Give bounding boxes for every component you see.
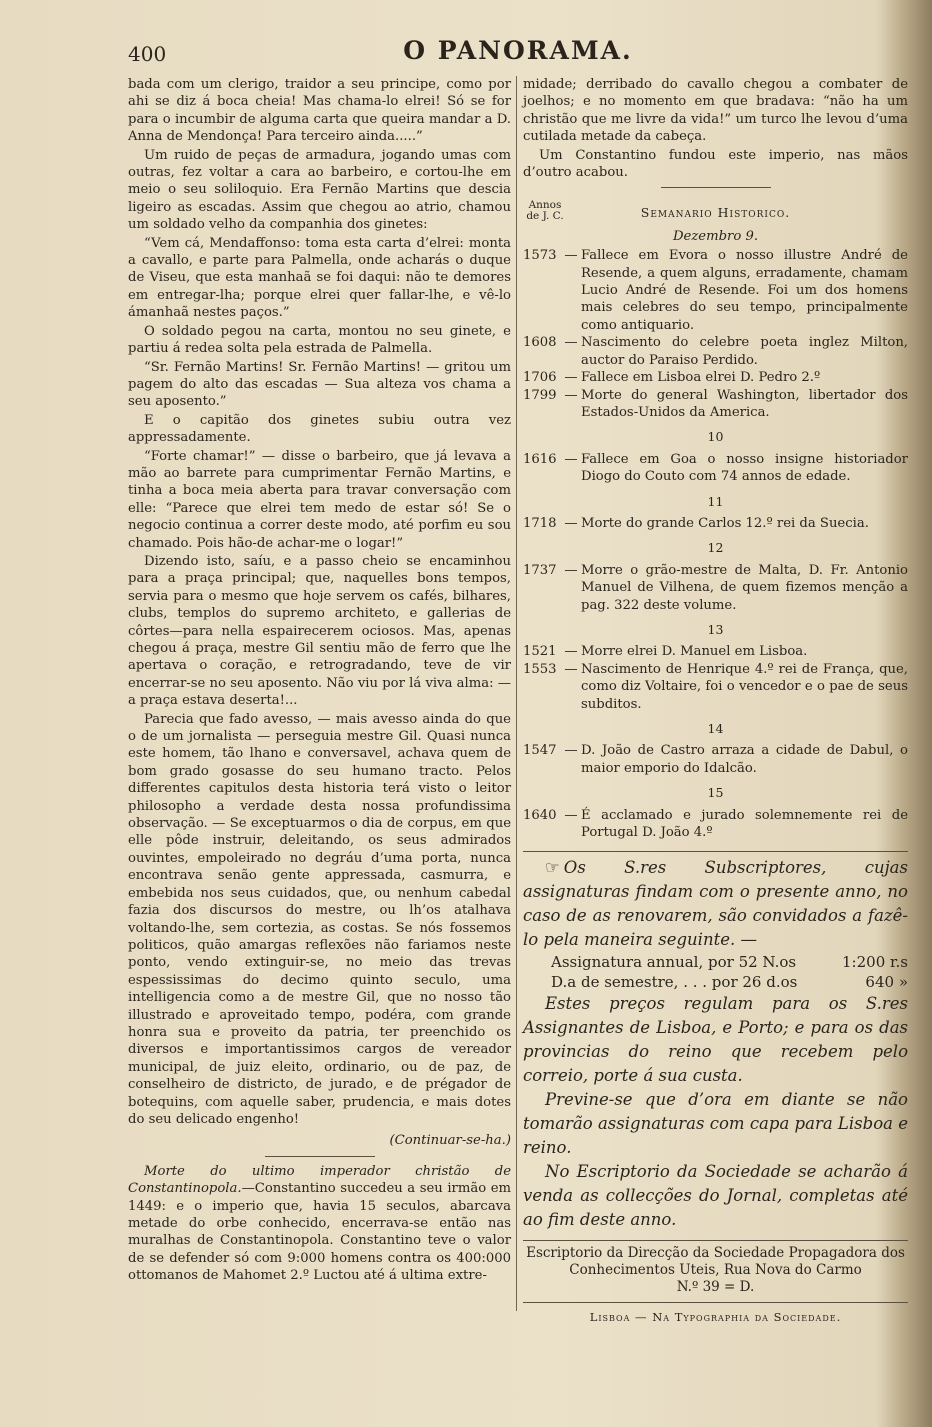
- article-text: —Constantino succedeu a seu irmão em 1449: e o imperio que, havia 15 seculos, abarcava metade do orbe conhecido, encerrava-se então nas muralhas de Constantinopola. Constantino teve o valor de se defender só com 9:000 homens contra os 400:000 ottomanos de Mahomet 2.º Luctou até á ultima extre-: [128, 1181, 511, 1284]
- semanario-section: [523, 199, 908, 841]
- page-header: [128, 36, 908, 72]
- events-list: [523, 247, 908, 841]
- event-year: 1706: [523, 370, 557, 386]
- separator: [265, 1156, 375, 1157]
- event-text: Morte do grande Carlos 12.º rei da Suecia.: [581, 515, 869, 531]
- event-dash: —: [564, 743, 578, 759]
- event-dash: —: [564, 644, 578, 660]
- event-text: Morre o grão-mestre de Malta, D. Fr. Antonio Manuel de Vilhena, de quem fizemos menção a pag. 322 deste volume.: [581, 562, 908, 613]
- event-entry: [523, 562, 908, 614]
- day-heading: 13: [707, 621, 724, 637]
- imprint: Lisboa — Na Typographia da Sociedade.: [589, 1310, 842, 1325]
- page-number: 400: [128, 42, 167, 66]
- pointing-hand-icon: ☞: [545, 858, 560, 878]
- event-year: 1547: [523, 743, 557, 759]
- event-dash: —: [564, 451, 578, 467]
- notice-paragraph: Previne-se que d’ora em diante se não tomarão assignaturas com capa para Lisboa e reino.: [523, 1090, 908, 1158]
- event-text: Nascimento do celebre poeta inglez Milton, auctor do Paraiso Perdido.: [581, 335, 908, 368]
- event-entry: [523, 807, 908, 842]
- event-entry: [523, 369, 908, 386]
- event-year: 1640: [523, 807, 557, 823]
- event-entry: [523, 515, 908, 532]
- paragraph: O soldado pegou na carta, montou no seu ginete, e partiu á redea solta pela estrada de Palmella.: [128, 323, 511, 357]
- paragraph: Parecia que fado avesso, — mais avesso ainda do que o de um jornalista — perseguia mestre Gil. Quasi nunca este homem, tão lhano e conversavel, achava quem de bom grado gosasse do seu humano tracto. Pelos differentes capitulos desta historia terá visto o leitor philosopho a verdade desta nossa profundissima observação. — Se exceptuarmos o dia de corpus, em que elle pôde instruir, deleitando, os seus admirados ouvintes, empoleirado no degráu d’uma porta, nunca encontrava senão gente appressada, casmurra, e embebida nos seus cuidados, que, ou nenhum cabedal fazia dos discursos do mestre, ou lh’os atalhava voltando-lhe, sem cortezia, as costas. Se nós fossemos politicos, quão amargas reflexões não fariamos neste ponto, vendo extinguir-se, no meio das trevas espessissimas do decimo quinto seculo, uma intelligencia como a de mestre Gil, que no nosso tão illustrado e aproveitado tempo, podéra, com grande honra sua e proveito da patria, ter preenchido os diversos e importantissimos cargos de vereador municipal, de juiz eleito, ordinario, ou de paz, de conselheiro de districto, de jurado, e de prégador de botequins, com aquelle saber, prudencia, e mais dotes do seu delicado engenho!: [128, 711, 511, 1127]
- event-entry: [523, 661, 908, 713]
- paragraph: Dizendo isto, saíu, e a passo cheio se encaminhou para a praça principal; que, naquelles bons tempos, servia para o mesmo que hoje servem os cafés, bilhares, clubs, templos do supremo architeto, e gallerias de côrtes—para nella espairecerem ociosos. Mas, apenas chegou á praça, mestre Gil sentiu mão de ferro que lhe apertava o coração, e retrogradando, teve de vir encerrar-se no seu aposento. Não viu por lá viva alma: — a praça estava deserta!...: [128, 553, 511, 709]
- semanario-title: Semanario Historico.: [640, 205, 791, 221]
- month-heading: Dezembro 9.: [672, 228, 759, 244]
- event-dash: —: [564, 807, 578, 823]
- event-year: 1573: [523, 248, 557, 264]
- event-entry: [523, 387, 908, 422]
- event-dash: —: [564, 370, 578, 386]
- event-dash: —: [564, 335, 578, 351]
- annos-label: Annos de J. C.: [526, 199, 564, 223]
- event-dash: —: [564, 562, 578, 578]
- event-text: D. João de Castro arraza a cidade de Dabul, o maior emporio do Idalcão.: [581, 743, 908, 776]
- subscription-notice: [523, 851, 908, 1232]
- price-label: D.a de semestre, . . . por 26 d.os: [551, 973, 798, 992]
- event-year: 1553: [523, 661, 557, 677]
- continued-note: (Continuar-se-ha.): [389, 1133, 511, 1149]
- article-ending: Um Constantino fundou este imperio, nas mãos d’outro acabou.: [523, 147, 908, 181]
- article-paragraph: [128, 1163, 511, 1285]
- event-year: 1616: [523, 451, 557, 467]
- column-divider: [516, 76, 517, 1311]
- event-year: 1737: [523, 562, 557, 578]
- event-entry: [523, 742, 908, 777]
- article-title: Morte do ultimo imperador christão de Constantinopola.: [128, 1163, 511, 1197]
- notice-paragraph: Os S.res Subscriptores, cujas assignaturas findam com o presente anno, no caso de as renovarem, são convidados a fazê-lo pela maneira seguinte. —: [523, 858, 908, 950]
- event-text: Fallece em Evora o nosso illustre André de Resende, a quem alguns, erradamente, chamam Lucio André de Resende. Foi um dos homens mais celebres do seu tempo, principalmente como antiquario.: [581, 248, 908, 333]
- price-row: [523, 972, 908, 992]
- separator: [523, 1302, 908, 1303]
- notice-paragraph: No Escriptorio da Sociedade se acharão á venda as collecções do Jornal, completas até ao fim deste anno.: [523, 1162, 908, 1230]
- event-text: Fallece em Goa o nosso insigne historiador Diogo do Couto com 74 annos de edade.: [581, 451, 908, 485]
- address-number: N.º 39 = D.: [676, 1279, 755, 1296]
- day-heading: 10: [707, 429, 724, 445]
- event-year: 1608: [523, 335, 557, 351]
- event-text: Fallece em Lisboa elrei D. Pedro 2.º: [581, 370, 821, 386]
- paragraph: bada com um clerigo, traidor a seu principe, como por ahi se diz á boca cheia! Mas chama-lo elrei! Só se for para o incumbir de alguma carta que queira mandar a D. Anna de Mendonça! Para terceiro ainda.....”: [128, 77, 511, 145]
- journal-title: O PANORAMA.: [403, 36, 633, 65]
- price-value: 640 »: [865, 973, 908, 992]
- paragraph: “Vem cá, Mendaffonso: toma esta carta d’elrei: monta a cavallo, e parte para Palmella, onde acharás o duque de Viseu, que esta manhaã se foi daqui: não te demores em entregar-lha; porque elrei quer fallar-lhe, e vê-lo ámanhaã nestes paços.”: [128, 235, 511, 321]
- price-value: 1:200 r.s: [842, 953, 908, 972]
- event-dash: —: [564, 661, 578, 677]
- event-text: Morre elrei D. Manuel em Lisboa.: [581, 644, 808, 660]
- event-dash: —: [564, 515, 578, 531]
- event-text: Morte do general Washington, libertador dos Estados-Unidos da America.: [581, 387, 908, 420]
- event-entry: [523, 643, 908, 660]
- event-entry: [523, 247, 908, 334]
- separator: [661, 187, 771, 188]
- right-column: [523, 76, 908, 1326]
- event-year: 1521: [523, 644, 557, 660]
- paragraph: E o capitão dos ginetes subiu outra vez appressadamente.: [128, 412, 511, 446]
- paragraph: Um ruido de peças de armadura, jogando umas com outras, fez voltar a cara ao barbeiro, e cortou-lhe em meio o seu soliloquio. Era Fernão Martins que descia ligeiro as escadas. Assim que chegou ao atrio, chamou um soldado velho da companhia dos ginetes:: [128, 147, 511, 233]
- address-line: Escriptorio da Direcção da Sociedade Propagadora dos Conhecimentos Uteis, Rua Nova do Carmo: [526, 1245, 905, 1279]
- event-entry: [523, 334, 908, 369]
- event-year: 1799: [523, 387, 557, 403]
- paragraph: “Forte chamar!” — disse o barbeiro, que já levava a mão ao barrete para cumprimentar Fernão Martins, e tinha a boca meia aberta para travar conversação com elle: “Parece que elrei tem medo de estar só! Se o negocio continua a correr deste modo, até porfim eu sou chamado. Pois hão-de achar-me o logar!”: [128, 448, 511, 551]
- day-heading: 14: [707, 721, 724, 736]
- article-continuation: midade; derribado do cavallo chegou a combater de joelhos; e no momento em que bradava: “não ha um christão que me livre da vida!” um turco lhe levou d’uma cutilada metade da cabeça.: [523, 77, 908, 145]
- event-text: Nascimento de Henrique 4.º rei de França, que, como diz Voltaire, foi o vencedor e o pae de seus subditos.: [581, 661, 908, 712]
- day-heading: 11: [707, 493, 724, 509]
- event-year: 1718: [523, 515, 557, 531]
- day-heading: 12: [707, 540, 724, 556]
- office-address: [523, 1240, 908, 1326]
- event-entry: [523, 451, 908, 486]
- event-text: É acclamado e jurado solemnemente rei de Portugal D. João 4.º: [581, 807, 908, 841]
- event-dash: —: [564, 248, 578, 264]
- paragraph: “Sr. Fernão Martins! Sr. Fernão Martins! — gritou um pagem do alto das escadas — Sua alteza vos chama a seu aposento.”: [128, 359, 511, 410]
- price-row: [523, 952, 908, 972]
- notice-paragraph: Estes preços regulam para os S.res Assignantes de Lisboa, e Porto; e para os das provincias do reino que recebem pelo correio, porte á sua custa.: [523, 994, 908, 1086]
- price-label: Assignatura annual, por 52 N.os: [551, 953, 797, 972]
- left-column: [128, 76, 511, 1286]
- day-heading: 15: [707, 785, 724, 801]
- event-dash: —: [564, 387, 578, 403]
